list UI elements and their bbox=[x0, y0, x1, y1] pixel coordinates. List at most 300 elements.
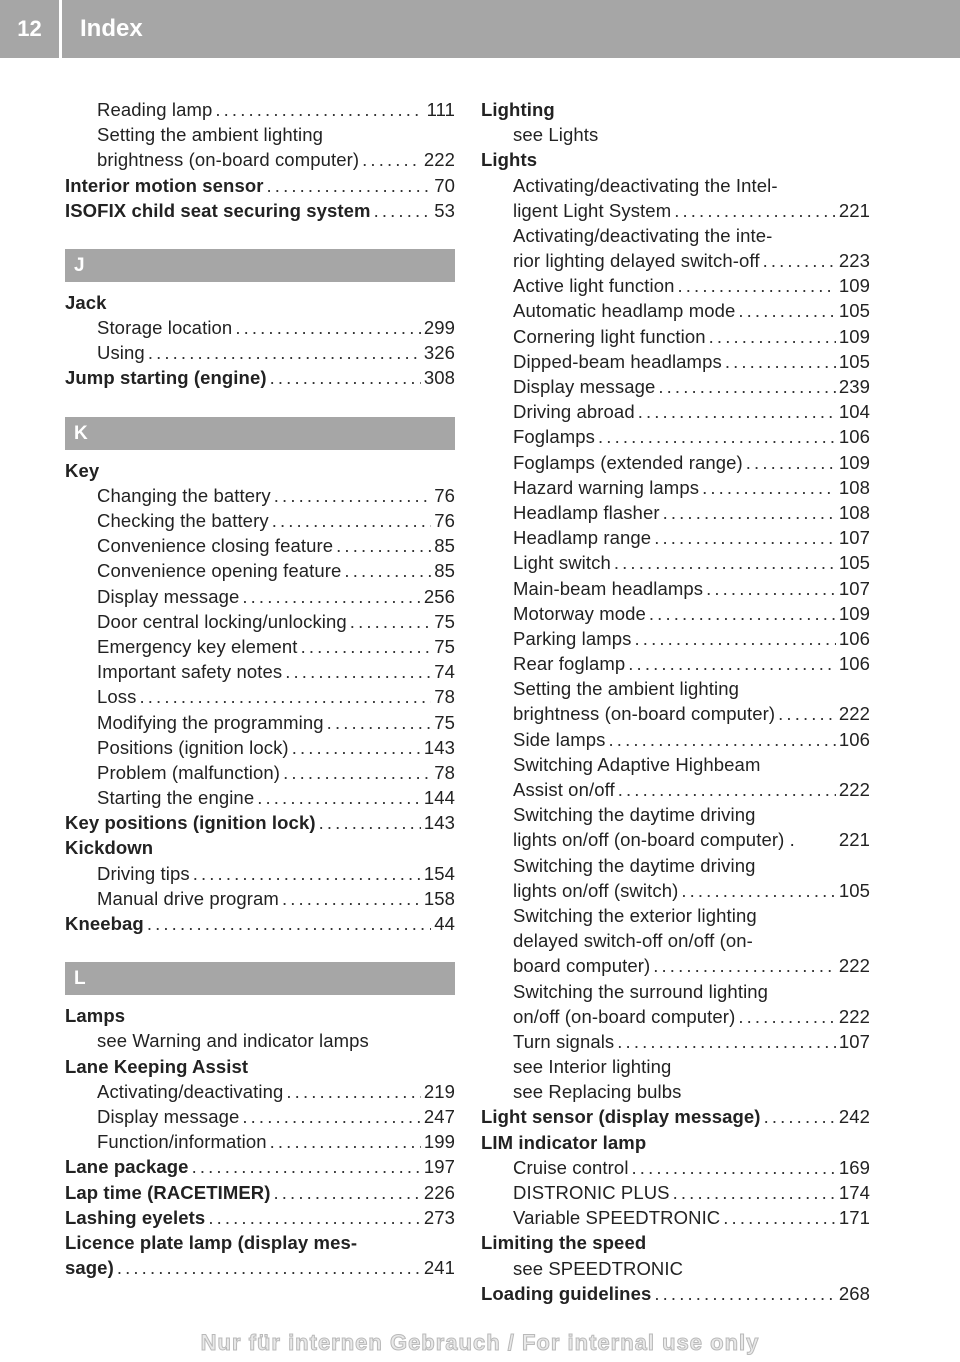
entry-text: Rear foglamp bbox=[513, 653, 626, 675]
entry-text: Starting the engine bbox=[97, 787, 255, 809]
page-reference[interactable]: 106 bbox=[838, 728, 870, 750]
leader-dots bbox=[292, 735, 421, 760]
entry-text: Display message bbox=[97, 1105, 240, 1127]
leader-dots bbox=[267, 173, 432, 198]
entry-text: Setting the ambient lighting bbox=[513, 678, 739, 700]
index-subentry bbox=[481, 1256, 870, 1281]
page-reference[interactable]: 143 bbox=[423, 736, 455, 758]
entry-text: Setting the ambient lighting bbox=[97, 124, 323, 146]
entry-text: Convenience closing feature bbox=[97, 535, 334, 557]
entry-text: Limiting the speed bbox=[481, 1232, 647, 1254]
page-reference[interactable]: 109 bbox=[838, 325, 870, 347]
entry-text: Motorway mode bbox=[513, 602, 646, 624]
entry-text: Manual drive program bbox=[97, 887, 279, 909]
index-subentry bbox=[481, 903, 870, 928]
page-reference[interactable]: 308 bbox=[423, 367, 455, 389]
index-subentry bbox=[481, 450, 870, 475]
leader-dots bbox=[614, 550, 836, 575]
leader-dots bbox=[725, 349, 836, 374]
page-reference[interactable]: 169 bbox=[838, 1156, 870, 1178]
entry-text: Licence plate lamp (display mes- bbox=[65, 1231, 358, 1253]
entry-text: Jump starting (engine) bbox=[65, 367, 267, 389]
leader-dots bbox=[235, 315, 421, 340]
index-entry bbox=[65, 458, 455, 483]
index-entry bbox=[481, 1130, 870, 1155]
entry-text: board computer) bbox=[513, 955, 651, 977]
index-subentry bbox=[65, 659, 455, 684]
section-title: Index bbox=[80, 15, 143, 42]
index-subentry bbox=[481, 878, 870, 903]
index-subentry bbox=[481, 349, 870, 374]
index-subentry bbox=[65, 609, 455, 634]
page-reference[interactable]: 107 bbox=[838, 1030, 870, 1052]
index-subentry bbox=[65, 558, 455, 583]
entry-text: Emergency key element bbox=[97, 635, 298, 657]
index-subentry bbox=[65, 315, 455, 340]
entry-text: see Warning and indicator lamps bbox=[97, 1030, 369, 1052]
entry-text: Hazard warning lamps bbox=[513, 476, 700, 498]
entry-text: Switching the exterior lighting bbox=[513, 904, 757, 926]
entry-text: Loss bbox=[97, 686, 137, 708]
leader-dots bbox=[635, 626, 836, 651]
page-reference[interactable]: 197 bbox=[423, 1156, 455, 1178]
page-reference[interactable]: 256 bbox=[423, 585, 455, 607]
index-subentry bbox=[65, 785, 455, 810]
index-entry bbox=[65, 810, 455, 835]
page-reference[interactable]: 85 bbox=[434, 560, 455, 582]
page-reference[interactable]: 76 bbox=[434, 510, 455, 532]
index-entry bbox=[65, 836, 455, 861]
letter-divider: J bbox=[65, 249, 455, 282]
entry-text: Automatic headlamp mode bbox=[513, 300, 736, 322]
entry-text: rior lighting delayed switch-off bbox=[513, 250, 760, 272]
leader-dots bbox=[649, 601, 836, 626]
entry-text: brightness (on-board computer) bbox=[513, 703, 776, 725]
page-reference[interactable]: 299 bbox=[423, 317, 455, 339]
entry-text: Activating/deactivating the inte- bbox=[513, 224, 773, 246]
index-subentry bbox=[65, 147, 455, 172]
index-subentry bbox=[481, 676, 870, 701]
page-reference[interactable]: 109 bbox=[838, 275, 870, 297]
leader-dots bbox=[674, 198, 836, 223]
entry-text: Headlamp range bbox=[513, 527, 652, 549]
leader-dots bbox=[663, 500, 836, 525]
entry-text: Side lamps bbox=[513, 728, 606, 750]
leader-dots bbox=[723, 1205, 836, 1230]
entry-text: Using bbox=[97, 342, 145, 364]
index-subentry bbox=[481, 500, 870, 525]
page-reference[interactable]: 104 bbox=[838, 401, 870, 423]
index-subentry bbox=[65, 1104, 455, 1129]
index-entry bbox=[481, 1105, 870, 1130]
index-subentry bbox=[65, 584, 455, 609]
index-subentry bbox=[65, 861, 455, 886]
entry-text: delayed switch-off on/off (on- bbox=[513, 930, 753, 952]
index-entry bbox=[65, 1230, 455, 1255]
entry-text: Jack bbox=[65, 291, 107, 313]
entry-text: Function/information bbox=[97, 1131, 267, 1153]
leader-dots bbox=[746, 450, 836, 475]
index-subentry bbox=[65, 508, 455, 533]
entry-text: Active light function bbox=[513, 275, 675, 297]
entry-text: Main-beam headlamps bbox=[513, 577, 704, 599]
index-subentry bbox=[481, 122, 870, 147]
entry-text: brightness (on-board computer) bbox=[97, 149, 360, 171]
page-reference[interactable]: 111 bbox=[426, 98, 455, 120]
entry-text: Switching Adaptive Highbeam bbox=[513, 753, 761, 775]
leader-dots bbox=[148, 340, 421, 365]
page-reference[interactable]: 106 bbox=[838, 627, 870, 649]
index-entry bbox=[65, 1255, 455, 1280]
leader-dots bbox=[617, 1029, 836, 1054]
leader-dots bbox=[702, 475, 836, 500]
index-subentry bbox=[65, 122, 455, 147]
leader-dots bbox=[147, 911, 431, 936]
entry-text: Light sensor (display message) bbox=[481, 1106, 761, 1128]
page-reference[interactable]: 222 bbox=[838, 703, 870, 725]
index-subentry bbox=[65, 684, 455, 709]
leader-dots bbox=[681, 878, 835, 903]
entry-text: lights on/off (switch) bbox=[513, 879, 679, 901]
entry-text: Foglamps bbox=[513, 426, 596, 448]
leader-dots bbox=[658, 374, 835, 399]
entry-text: Variable SPEEDTRONIC bbox=[513, 1207, 721, 1229]
entry-text: Parking lamps bbox=[513, 627, 632, 649]
entry-text: Lane package bbox=[65, 1156, 189, 1178]
leader-dots bbox=[301, 634, 432, 659]
index-subentry bbox=[481, 853, 870, 878]
page-reference[interactable]: 239 bbox=[838, 376, 870, 398]
leader-dots bbox=[242, 584, 420, 609]
entry-text: Dipped-beam headlamps bbox=[513, 350, 722, 372]
page-reference[interactable]: 108 bbox=[838, 501, 870, 523]
index-subentry bbox=[65, 97, 455, 122]
leader-dots bbox=[286, 1079, 420, 1104]
page-reference[interactable]: 222 bbox=[423, 149, 455, 171]
page-reference[interactable]: 75 bbox=[434, 610, 455, 632]
leader-dots bbox=[193, 861, 421, 886]
entry-text: Switching the daytime driving bbox=[513, 804, 756, 826]
index-entry bbox=[65, 198, 455, 223]
index-subentry bbox=[481, 198, 870, 223]
entry-text: Display message bbox=[97, 585, 240, 607]
index-column-right bbox=[481, 97, 870, 1306]
page-reference[interactable]: 241 bbox=[423, 1257, 455, 1279]
page-reference[interactable]: 143 bbox=[423, 812, 455, 834]
leader-dots bbox=[208, 1205, 421, 1230]
entry-text: Switching the surround lighting bbox=[513, 980, 769, 1002]
entry-text: DISTRONIC PLUS bbox=[513, 1182, 670, 1204]
entry-text: Driving abroad bbox=[513, 401, 635, 423]
page-reference[interactable]: 171 bbox=[838, 1207, 870, 1229]
leader-dots bbox=[215, 97, 423, 122]
entry-text: Switching the daytime driving bbox=[513, 854, 756, 876]
leader-dots bbox=[283, 760, 431, 785]
index-entry bbox=[65, 1205, 455, 1230]
page-reference[interactable]: 221 bbox=[838, 829, 870, 851]
leader-dots bbox=[638, 399, 836, 424]
page-reference[interactable]: 74 bbox=[434, 661, 455, 683]
entry-text: Activating/deactivating bbox=[97, 1080, 284, 1102]
page-reference[interactable]: 76 bbox=[434, 484, 455, 506]
entry-text: Lighting bbox=[481, 98, 555, 120]
index-entry bbox=[481, 97, 870, 122]
leader-dots bbox=[598, 424, 836, 449]
index-subentry bbox=[481, 979, 870, 1004]
index-entry bbox=[65, 1054, 455, 1079]
index-subentry bbox=[481, 299, 870, 324]
entry-text: Headlamp flasher bbox=[513, 501, 660, 523]
page-reference[interactable]: 242 bbox=[838, 1106, 870, 1128]
entry-text: LIM indicator lamp bbox=[481, 1131, 647, 1153]
entry-text: Interior motion sensor bbox=[65, 174, 264, 196]
index-subentry bbox=[65, 533, 455, 558]
entry-text: see Lights bbox=[513, 124, 599, 146]
index-subentry bbox=[481, 525, 870, 550]
index-entry bbox=[481, 147, 870, 172]
index-subentry bbox=[481, 827, 870, 852]
index-entry bbox=[65, 911, 455, 936]
index-subentry bbox=[65, 760, 455, 785]
entry-text: Storage location bbox=[97, 317, 233, 339]
page-reference[interactable]: 44 bbox=[434, 913, 455, 935]
leader-dots bbox=[257, 785, 421, 810]
page-reference[interactable]: 174 bbox=[838, 1182, 870, 1204]
index-subentry bbox=[65, 710, 455, 735]
leader-dots bbox=[738, 299, 835, 324]
index-subentry bbox=[481, 1029, 870, 1054]
index-entry bbox=[481, 1281, 870, 1306]
entry-text: ISOFIX child seat securing system bbox=[65, 199, 371, 221]
page-reference[interactable]: 108 bbox=[838, 476, 870, 498]
index-subentry bbox=[65, 1028, 455, 1053]
page-reference[interactable]: 107 bbox=[838, 527, 870, 549]
index-entry bbox=[65, 173, 455, 198]
index-subentry bbox=[65, 483, 455, 508]
leader-dots bbox=[285, 659, 431, 684]
leader-dots bbox=[344, 558, 431, 583]
entry-text: Activating/deactivating the Intel- bbox=[513, 174, 778, 196]
page-reference[interactable]: 154 bbox=[423, 862, 455, 884]
page-reference[interactable]: 326 bbox=[423, 342, 455, 364]
entry-text: see Replacing bulbs bbox=[513, 1081, 682, 1103]
page-reference[interactable]: 53 bbox=[434, 199, 455, 221]
entry-text: Cruise control bbox=[513, 1156, 629, 1178]
leader-dots bbox=[336, 533, 431, 558]
entry-text: Kickdown bbox=[65, 837, 154, 859]
leader-dots bbox=[362, 147, 421, 172]
index-entry bbox=[65, 366, 455, 391]
page-number: 12 bbox=[0, 0, 62, 58]
index-entry bbox=[65, 1003, 455, 1028]
page-reference[interactable]: 222 bbox=[838, 955, 870, 977]
index-subentry bbox=[481, 374, 870, 399]
index-subentry bbox=[481, 777, 870, 802]
page-reference[interactable]: 105 bbox=[838, 879, 870, 901]
entry-text: Lights bbox=[481, 149, 538, 171]
index-entry bbox=[65, 1180, 455, 1205]
leader-dots bbox=[139, 684, 431, 709]
index-subentry bbox=[481, 626, 870, 651]
index-subentry bbox=[481, 273, 870, 298]
entry-text: Loading guidelines bbox=[481, 1282, 652, 1304]
index-subentry bbox=[65, 1079, 455, 1104]
entry-text: lights on/off (on-board computer) . bbox=[513, 829, 795, 851]
index-subentry bbox=[481, 1079, 870, 1104]
index-subentry bbox=[481, 248, 870, 273]
entry-text: Key bbox=[65, 459, 100, 481]
index-subentry bbox=[481, 651, 870, 676]
leader-dots bbox=[274, 1180, 421, 1205]
leader-dots bbox=[628, 651, 836, 676]
page-reference[interactable]: 221 bbox=[838, 199, 870, 221]
index-subentry bbox=[481, 324, 870, 349]
leader-dots bbox=[374, 198, 432, 223]
index-subentry bbox=[481, 1004, 870, 1029]
index-subentry bbox=[481, 223, 870, 248]
page-reference[interactable]: 75 bbox=[434, 711, 455, 733]
leader-dots bbox=[272, 508, 432, 533]
entry-text: Foglamps (extended range) bbox=[513, 451, 743, 473]
entry-text: Lane Keeping Assist bbox=[65, 1055, 249, 1077]
entry-text: Turn signals bbox=[513, 1030, 615, 1052]
page-reference[interactable]: 222 bbox=[838, 779, 870, 801]
letter-divider: L bbox=[65, 962, 455, 995]
entry-text: see SPEEDTRONIC bbox=[513, 1257, 684, 1279]
page-reference[interactable]: 75 bbox=[434, 635, 455, 657]
index-subentry bbox=[481, 424, 870, 449]
entry-text: Lap time (RACETIMER) bbox=[65, 1181, 271, 1203]
entry-text: Display message bbox=[513, 376, 656, 398]
index-subentry bbox=[481, 601, 870, 626]
leader-dots bbox=[673, 1180, 836, 1205]
page-header bbox=[0, 0, 960, 58]
leader-dots bbox=[653, 953, 836, 978]
leader-dots bbox=[763, 248, 836, 273]
entry-text: Light switch bbox=[513, 552, 611, 574]
leader-dots bbox=[778, 702, 836, 727]
index-subentry bbox=[481, 702, 870, 727]
index-subentry bbox=[481, 475, 870, 500]
entry-text: on/off (on-board computer) bbox=[513, 1005, 736, 1027]
leader-dots bbox=[242, 1104, 420, 1129]
page-reference[interactable]: 105 bbox=[838, 300, 870, 322]
index-subentry bbox=[65, 886, 455, 911]
entry-text: Key positions (ignition lock) bbox=[65, 812, 316, 834]
page-reference[interactable]: 226 bbox=[423, 1181, 455, 1203]
leader-dots bbox=[319, 810, 421, 835]
entry-text: Important safety notes bbox=[97, 661, 283, 683]
page-reference[interactable]: 106 bbox=[838, 426, 870, 448]
index-subentry bbox=[481, 802, 870, 827]
page-reference[interactable]: 105 bbox=[838, 350, 870, 372]
index-subentry bbox=[481, 1054, 870, 1079]
page-reference[interactable]: 222 bbox=[838, 1005, 870, 1027]
leader-dots bbox=[764, 1105, 836, 1130]
index-subentry bbox=[481, 928, 870, 953]
entry-text: Changing the battery bbox=[97, 484, 271, 506]
leader-dots bbox=[350, 609, 431, 634]
leader-dots bbox=[654, 525, 836, 550]
index-subentry bbox=[481, 1180, 870, 1205]
index-subentry bbox=[481, 752, 870, 777]
index-subentry bbox=[481, 173, 870, 198]
leader-dots bbox=[709, 324, 836, 349]
leader-dots bbox=[632, 1155, 836, 1180]
page-reference[interactable]: 223 bbox=[838, 250, 870, 272]
leader-dots bbox=[609, 727, 836, 752]
entry-text: Reading lamp bbox=[97, 98, 213, 120]
page-reference[interactable]: 247 bbox=[423, 1105, 455, 1127]
page-reference[interactable]: 107 bbox=[838, 577, 870, 599]
entry-text: Driving tips bbox=[97, 862, 190, 884]
index-subentry bbox=[65, 634, 455, 659]
index-subentry bbox=[481, 399, 870, 424]
leader-dots bbox=[270, 1129, 421, 1154]
entry-text: Kneebag bbox=[65, 913, 144, 935]
page-reference[interactable]: 219 bbox=[423, 1080, 455, 1102]
leader-dots bbox=[327, 710, 432, 735]
page-reference[interactable]: 85 bbox=[434, 535, 455, 557]
watermark-footer: Nur für internen Gebrauch / For internal use only bbox=[200, 1330, 760, 1355]
entry-text: Modifying the programming bbox=[97, 711, 324, 733]
page-reference[interactable]: 109 bbox=[838, 602, 870, 624]
index-subentry bbox=[481, 1155, 870, 1180]
entry-text: Positions (ignition lock) bbox=[97, 736, 289, 758]
entry-text: Checking the battery bbox=[97, 510, 269, 532]
page-reference[interactable]: 78 bbox=[434, 761, 455, 783]
page-reference[interactable]: 268 bbox=[838, 1282, 870, 1304]
index-subentry bbox=[481, 550, 870, 575]
leader-dots bbox=[738, 1004, 836, 1029]
entry-text: Cornering light function bbox=[513, 325, 706, 347]
index-subentry bbox=[481, 576, 870, 601]
leader-dots bbox=[117, 1255, 421, 1280]
page-reference[interactable]: 105 bbox=[838, 552, 870, 574]
index-entry bbox=[65, 1154, 455, 1179]
entry-text: ligent Light System bbox=[513, 199, 672, 221]
page-reference[interactable]: 199 bbox=[423, 1131, 455, 1153]
index-subentry bbox=[65, 735, 455, 760]
page-reference[interactable]: 273 bbox=[423, 1206, 455, 1228]
page-reference[interactable]: 106 bbox=[838, 653, 870, 675]
index-subentry bbox=[481, 727, 870, 752]
leader-dots bbox=[678, 273, 836, 298]
leader-dots bbox=[282, 886, 421, 911]
index-subentry bbox=[65, 340, 455, 365]
page-reference[interactable]: 70 bbox=[434, 174, 455, 196]
leader-dots bbox=[706, 576, 836, 601]
page-reference[interactable]: 78 bbox=[434, 686, 455, 708]
page-reference[interactable]: 109 bbox=[838, 451, 870, 473]
entry-text: Lamps bbox=[65, 1005, 126, 1027]
leader-dots bbox=[654, 1281, 835, 1306]
entry-text: Problem (malfunction) bbox=[97, 761, 281, 783]
entry-text: Door central locking/unlocking bbox=[97, 610, 347, 632]
page-reference[interactable]: 158 bbox=[423, 887, 455, 909]
page-reference[interactable]: 144 bbox=[423, 787, 455, 809]
index-subentry bbox=[481, 1205, 870, 1230]
index-subentry bbox=[65, 1129, 455, 1154]
entry-text: Assist on/off bbox=[513, 779, 615, 801]
letter-divider: K bbox=[65, 417, 455, 450]
leader-dots bbox=[192, 1154, 421, 1179]
leader-dots bbox=[618, 777, 836, 802]
entry-text: sage) bbox=[65, 1257, 114, 1279]
entry-text: see Interior lighting bbox=[513, 1056, 672, 1078]
leader-dots bbox=[270, 366, 421, 391]
entry-text: Lashing eyelets bbox=[65, 1206, 206, 1228]
